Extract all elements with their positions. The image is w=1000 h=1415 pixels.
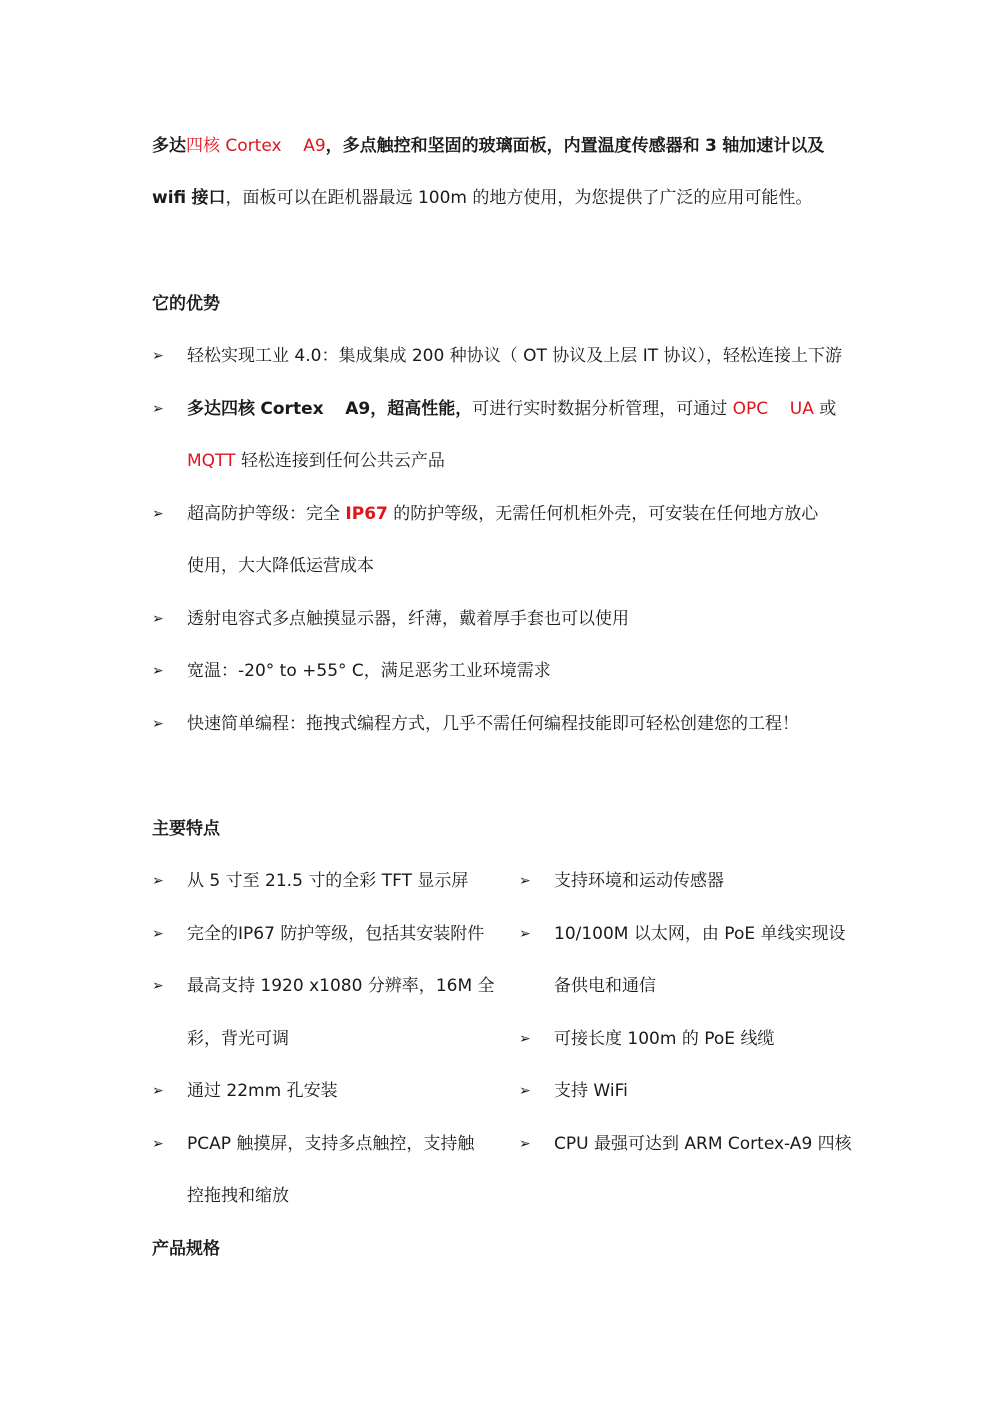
advantage-text: 使用，大大降低运营成本	[187, 556, 374, 576]
intro-text: 接口	[191, 188, 226, 208]
feature-text: 5	[209, 871, 221, 891]
intro-line-2	[152, 186, 812, 210]
advantage-highlight: UA	[789, 399, 814, 419]
feature-text: 孔安装	[286, 1081, 338, 1101]
advantage-text: 超高防护等级：完全	[187, 504, 340, 524]
feature-item	[554, 1027, 774, 1051]
bullet-arrow-icon: ➢	[152, 978, 164, 994]
feature-text: 分辨率，	[367, 976, 436, 996]
bullet-arrow-icon: ➢	[519, 926, 531, 942]
advantage-item	[187, 344, 842, 368]
feature-item	[554, 1132, 852, 1156]
intro-highlight: Cortex	[225, 136, 282, 156]
advantage-text: 协议），轻松连接上下游	[663, 346, 843, 366]
features-heading: 主要特点	[152, 819, 220, 839]
bullet-arrow-icon: ➢	[152, 506, 164, 522]
advantage-item	[187, 397, 836, 421]
advantage-text: 200	[411, 346, 445, 366]
feature-item	[187, 922, 484, 946]
feature-text: 显示屏	[417, 871, 469, 891]
advantage-item-continued	[187, 449, 445, 473]
feature-text: 22mm	[226, 1081, 282, 1101]
advantage-text: -20° to +55° C	[238, 661, 364, 681]
feature-item	[554, 922, 846, 946]
advantage-text: 4.0	[294, 346, 322, 366]
feature-text: 100m	[627, 1029, 677, 1049]
advantage-text: 的防护等级，无需任何机柜外壳，可安装在任何地方放心	[393, 504, 819, 524]
intro-text: ，面板可以在距机器最远	[225, 188, 413, 208]
advantage-text: 可进行实时数据分析管理，可通过	[472, 399, 728, 419]
feature-item	[187, 1132, 474, 1156]
advantage-text: OT	[523, 346, 547, 366]
bullet-arrow-icon: ➢	[152, 1136, 164, 1152]
bullet-arrow-icon: ➢	[152, 1083, 164, 1099]
feature-text: TFT	[381, 871, 412, 891]
advantage-item	[187, 607, 629, 631]
intro-text: 轴加速计以及	[722, 136, 825, 156]
feature-text: 从	[187, 871, 204, 891]
advantage-text: 宽温：	[187, 661, 238, 681]
intro-text: 100m	[417, 188, 467, 208]
feature-text: 最强可达到	[593, 1134, 679, 1154]
advantage-highlight: OPC	[732, 399, 769, 419]
intro-line-1	[152, 134, 824, 158]
feature-text: CPU	[554, 1134, 589, 1154]
bullet-arrow-icon: ➢	[519, 1031, 531, 1047]
feature-text: 支持	[554, 1081, 588, 1101]
feature-text: 以太网，由	[633, 924, 719, 944]
advantage-item-continued	[187, 554, 374, 578]
feature-text: 全	[477, 976, 495, 996]
feature-text: 控拖拽和缩放	[187, 1186, 289, 1206]
feature-item-continued	[187, 1027, 289, 1051]
feature-item	[187, 869, 468, 893]
feature-text: PCAP	[187, 1134, 232, 1154]
feature-text: WiFi	[593, 1081, 628, 1101]
advantages-heading: 它的优势	[152, 294, 220, 314]
advantage-text: ，满足恶劣工业环境需求	[363, 661, 551, 681]
intro-text: ，多点触控和坚固的玻璃面板，内置温度传感器和	[325, 136, 700, 156]
feature-text: 最高支持	[187, 976, 255, 996]
advantage-item	[187, 502, 818, 526]
advantage-text: 轻松连接到任何公共云产品	[240, 451, 445, 471]
feature-text: 寸的全彩	[308, 871, 377, 891]
advantage-item	[187, 659, 551, 683]
feature-item-continued	[554, 974, 656, 998]
feature-text: 防护等级，包括其安装附件	[280, 924, 485, 944]
bullet-arrow-icon: ➢	[152, 716, 164, 732]
advantage-text: A9	[345, 399, 371, 419]
intro-highlight: 四核	[186, 136, 220, 156]
feature-text: 彩，背光可调	[187, 1029, 289, 1049]
feature-text: 线缆	[740, 1029, 775, 1049]
feature-text: 1920 x1080	[260, 976, 363, 996]
advantage-text: 种协议（	[449, 346, 518, 366]
feature-text: 单线实现设	[760, 924, 846, 944]
intro-text: 多达	[152, 136, 186, 156]
feature-text: 16M	[435, 976, 473, 996]
feature-item	[187, 1079, 338, 1103]
bullet-arrow-icon: ➢	[152, 611, 164, 627]
specs-heading: 产品规格	[152, 1239, 220, 1259]
advantage-text: 轻松实现工业	[187, 346, 289, 366]
feature-text: PoE	[704, 1029, 736, 1049]
advantage-highlight: MQTT	[187, 451, 236, 471]
advantage-text: ：集成集成	[321, 346, 407, 366]
feature-item-continued	[187, 1184, 289, 1208]
bullet-arrow-icon: ➢	[152, 926, 164, 942]
bullet-arrow-icon: ➢	[519, 1136, 531, 1152]
advantage-text: ，超高性能，	[370, 399, 473, 419]
feature-text: 通过	[187, 1081, 221, 1101]
bullet-arrow-icon: ➢	[152, 663, 164, 679]
feature-text: 寸至	[225, 871, 260, 891]
advantage-text: 快速简单编程：拖拽式编程方式，几乎不需任何编程技能即可轻松创建您的工程！	[187, 714, 799, 734]
advantage-text: 协议及上层	[552, 346, 638, 366]
bullet-arrow-icon: ➢	[152, 348, 164, 364]
advantage-text: IT	[642, 346, 659, 366]
feature-item	[187, 974, 495, 998]
intro-text: 3	[705, 136, 717, 156]
bullet-arrow-icon: ➢	[519, 873, 531, 889]
advantage-text: Cortex	[260, 399, 324, 419]
feature-text: 21.5	[265, 871, 303, 891]
feature-item	[554, 869, 724, 893]
bullet-arrow-icon: ➢	[152, 873, 164, 889]
feature-text: PoE	[724, 924, 756, 944]
feature-text: ARM Cortex-A9	[684, 1134, 813, 1154]
feature-text: 可接长度	[554, 1029, 622, 1049]
advantage-text: 或	[819, 399, 837, 419]
intro-text: wifi	[152, 188, 187, 208]
intro-text: 的地方使用，为您提供了广泛的应用可能性。	[472, 188, 813, 208]
feature-text: 的	[681, 1029, 699, 1049]
advantage-item	[187, 712, 799, 736]
feature-item	[554, 1079, 628, 1103]
bullet-arrow-icon: ➢	[519, 1083, 531, 1099]
feature-text: 触摸屏，支持多点触控，支持触	[236, 1134, 475, 1154]
feature-text: 备供电和通信	[554, 976, 656, 996]
advantage-text: 透射电容式多点触摸显示器，纤薄，戴着厚手套也可以使用	[187, 609, 629, 629]
bullet-arrow-icon: ➢	[152, 401, 164, 417]
feature-text: 支持环境和运动传感器	[554, 871, 724, 891]
advantage-text: 多达四核	[187, 399, 255, 419]
feature-text: 10/100M	[554, 924, 629, 944]
advantage-highlight: IP67	[345, 504, 388, 524]
feature-text: IP67	[238, 924, 275, 944]
feature-text: 四核	[817, 1134, 852, 1154]
feature-text: 完全的	[187, 924, 238, 944]
intro-highlight: A9	[303, 136, 326, 156]
